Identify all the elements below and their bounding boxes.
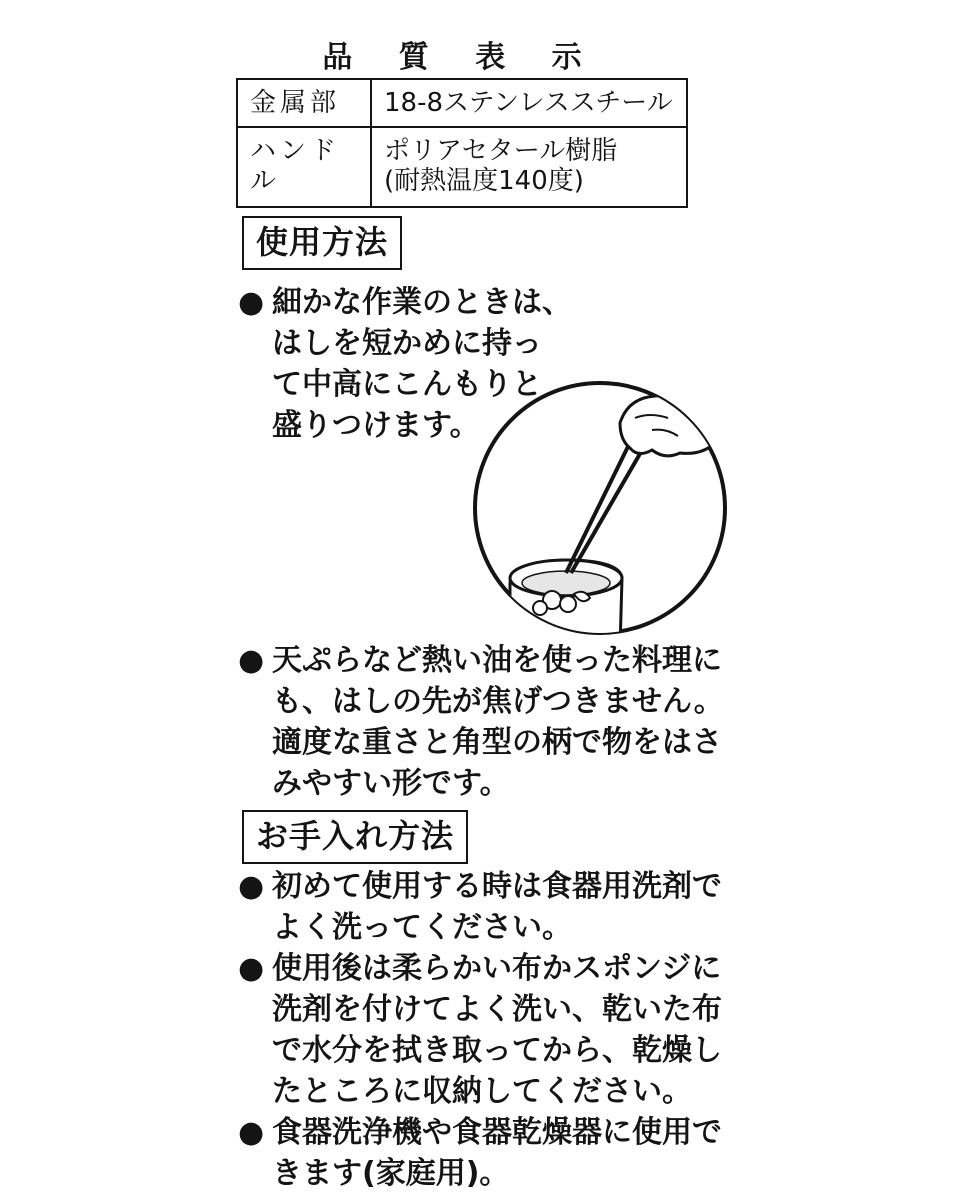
food-item: [560, 596, 576, 612]
table-row-handle: [237, 127, 687, 207]
care-item-line: きます(家庭用)。: [272, 1156, 510, 1191]
care-item-line: 使用後は柔らかい布かスポンジに: [272, 951, 722, 986]
care-item-line: 洗剤を付けてよく洗い、乾いた布: [272, 992, 722, 1027]
quality-table: [236, 78, 688, 208]
care-heading: お手入れ方法: [242, 810, 468, 864]
usage-item-line: て中高にこんもりと: [272, 367, 542, 402]
hand-shape: [620, 396, 720, 456]
handle-heat-note: (耐熱温度140度): [384, 166, 584, 196]
bullet-dot: ●: [238, 1115, 265, 1150]
food-item: [533, 601, 547, 615]
care-item-line: 初めて使用する時は食器用洗剤で: [272, 869, 722, 904]
care-item-line: 食器洗浄機や食器乾燥器に使用で: [272, 1115, 722, 1150]
metal-part-value-line: 18-8ステンレススチール: [384, 88, 673, 118]
care-item-line: で水分を拭き取ってから、乾燥し: [272, 1033, 722, 1068]
bullet-dot: ●: [238, 643, 265, 678]
handle-value-line: ポリアセタール樹脂: [384, 136, 618, 166]
handle-value: [371, 127, 687, 207]
care-item-line: よく洗ってください。: [272, 910, 572, 945]
usage-item-line: 適度な重さと角型の柄で物をはさ: [272, 725, 722, 760]
metal-part-label: 金属部: [237, 79, 371, 127]
bullet-dot: ●: [238, 285, 265, 320]
care-item-after-use: [238, 948, 722, 1112]
metal-part-value: [371, 79, 687, 127]
table-row-metal: [237, 79, 687, 127]
care-item-first-wash: [238, 866, 722, 948]
bullet-dot: ●: [238, 869, 265, 904]
quality-title: 品 質 表 示: [322, 40, 600, 75]
bullet-dot: ●: [238, 951, 265, 986]
usage-item-line: も、はしの先が焦げつきません。: [272, 684, 724, 719]
chopsticks-serving-illustration: [470, 378, 730, 638]
usage-item-line: みやすい形です。: [272, 766, 510, 801]
usage-item-hot-oil: [238, 640, 724, 804]
usage-heading: 使用方法: [242, 216, 402, 270]
usage-item-line: はしを短かめに持っ: [272, 326, 542, 361]
care-item-dishwasher: [238, 1112, 722, 1194]
usage-item-line: 細かな作業のときは、: [272, 285, 572, 320]
care-item-line: たところに収納してください。: [272, 1074, 692, 1109]
usage-item-line: 天ぷらなど熱い油を使った料理に: [272, 643, 722, 678]
usage-item-line: 盛りつけます。: [272, 408, 480, 443]
handle-label: ハンドル: [237, 127, 371, 207]
bowl-inside: [522, 571, 610, 595]
